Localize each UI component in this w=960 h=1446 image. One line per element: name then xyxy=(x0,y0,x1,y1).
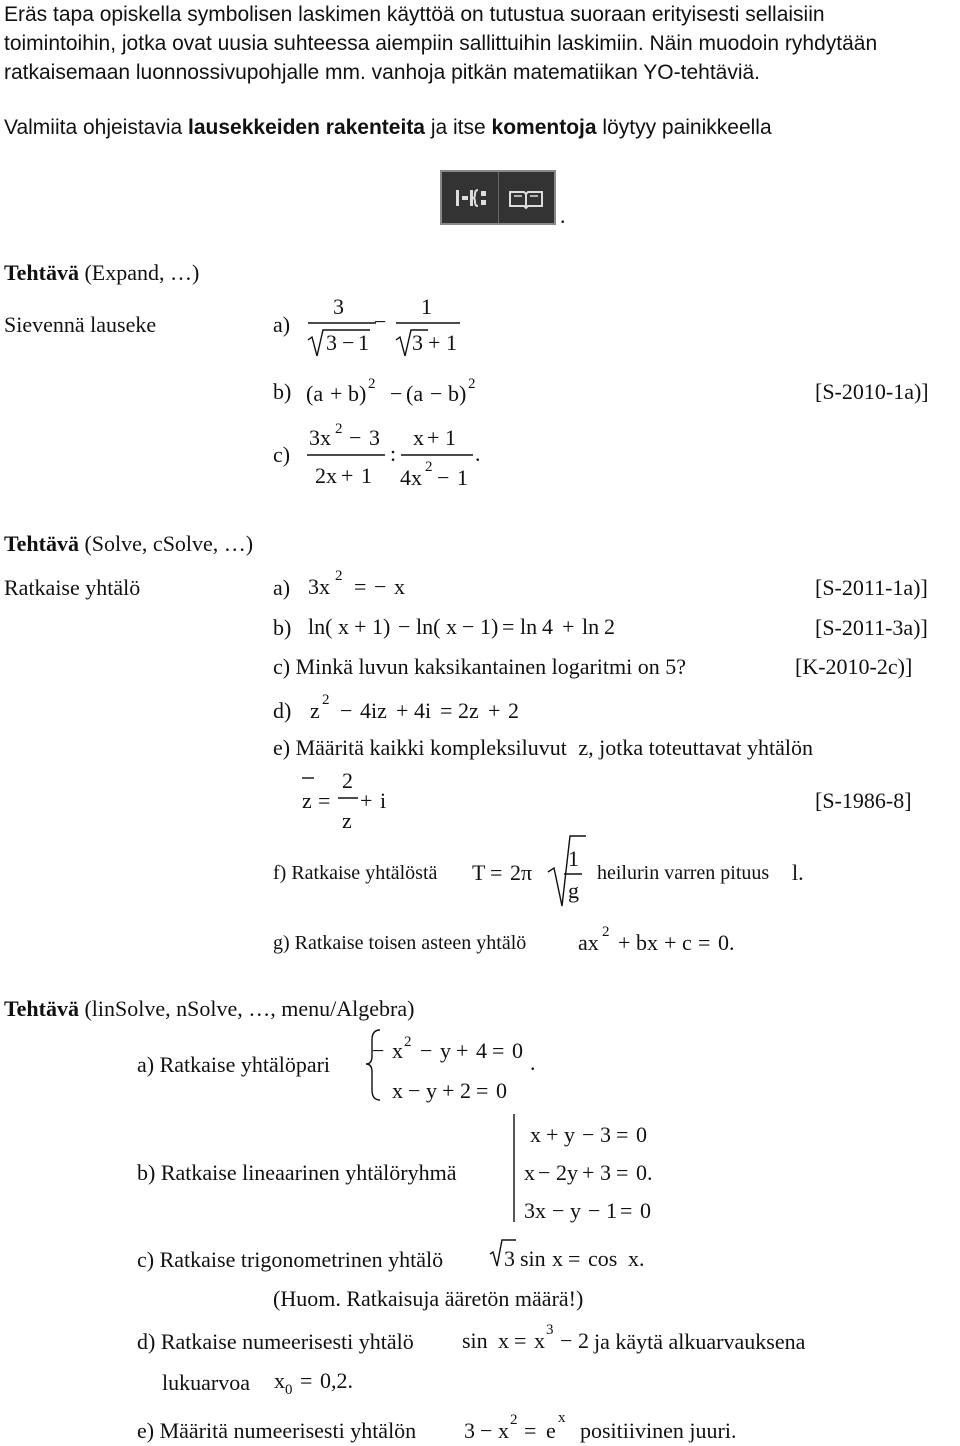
svg-text:1): 1) xyxy=(372,614,391,639)
svg-text:+: + xyxy=(442,1078,455,1103)
svg-text:1: 1 xyxy=(358,330,369,355)
svg-text:−: − xyxy=(462,614,475,639)
section2-f-post: heilurin varren pituus xyxy=(597,862,770,884)
expr-2b xyxy=(306,600,626,640)
svg-text:=: = xyxy=(300,1368,313,1393)
svg-text:(a: (a xyxy=(306,381,324,406)
template-icon xyxy=(450,184,490,212)
svg-text:3x: 3x xyxy=(309,425,331,450)
section2-ref-e: [S-1986-8] xyxy=(815,788,912,813)
expr-2g xyxy=(576,914,756,954)
svg-text:ln: ln xyxy=(582,614,600,639)
svg-text:−: − xyxy=(372,1038,385,1063)
svg-text:b): b) xyxy=(348,381,367,406)
expr-3e xyxy=(462,1402,582,1442)
svg-text:+: + xyxy=(546,1122,559,1147)
svg-text:z: z xyxy=(310,698,320,723)
svg-text:2: 2 xyxy=(510,1412,518,1428)
svg-text:2: 2 xyxy=(322,692,330,708)
svg-text:2: 2 xyxy=(335,421,343,437)
section3-d-text: d) Ratkaise numeerisesti yhtälö xyxy=(137,1329,414,1354)
expr-1a xyxy=(300,290,470,360)
svg-text:x: x xyxy=(498,1328,509,1353)
svg-text:3: 3 xyxy=(369,425,380,450)
svg-text:x: x xyxy=(413,425,424,450)
svg-text:y: y xyxy=(570,1198,581,1223)
svg-text:ln: ln xyxy=(520,614,538,639)
svg-text:3: 3 xyxy=(326,330,337,355)
svg-text:4i: 4i xyxy=(414,698,432,723)
section3-heading: Tehtävä (linSolve, nSolve, …, menu/Algebra) xyxy=(4,996,415,1021)
svg-text:1: 1 xyxy=(445,425,456,450)
svg-text:2π: 2π xyxy=(510,860,533,885)
svg-text:x: x xyxy=(534,1328,545,1353)
svg-text:−: − xyxy=(480,1418,493,1443)
svg-text:2: 2 xyxy=(602,924,610,940)
svg-text:3: 3 xyxy=(412,330,423,355)
svg-text:1: 1 xyxy=(606,1198,617,1223)
expr-2f-var xyxy=(790,858,830,888)
svg-text:4iz: 4iz xyxy=(360,698,387,723)
svg-text:2: 2 xyxy=(425,459,433,475)
svg-text:2: 2 xyxy=(468,376,476,392)
svg-text:+: + xyxy=(488,698,501,723)
svg-text:.: . xyxy=(475,441,481,466)
svg-text:=: = xyxy=(524,1418,537,1443)
svg-text:=: = xyxy=(698,930,711,955)
svg-text:3: 3 xyxy=(333,294,344,319)
section3-b-text: b) Ratkaise lineaarinen yhtälöryhmä xyxy=(137,1160,457,1185)
svg-text:=: = xyxy=(492,1038,505,1063)
svg-text:3: 3 xyxy=(600,1160,611,1185)
svg-text:+: + xyxy=(330,381,343,406)
svg-text:x.: x. xyxy=(628,1246,645,1271)
svg-text:2z: 2z xyxy=(458,698,479,723)
expr-2a xyxy=(306,560,426,600)
svg-text:(a: (a xyxy=(406,381,424,406)
svg-text:1: 1 xyxy=(361,463,372,488)
svg-text:i: i xyxy=(380,788,387,813)
svg-text:2y: 2y xyxy=(556,1160,578,1185)
svg-text:−: − xyxy=(349,425,362,450)
svg-text:3: 3 xyxy=(546,1322,554,1338)
svg-text:0: 0 xyxy=(512,1038,523,1063)
svg-text:2x: 2x xyxy=(315,463,337,488)
section2-prompt: Ratkaise yhtälö xyxy=(4,575,141,600)
svg-text:=: = xyxy=(616,1122,629,1147)
svg-text:3: 3 xyxy=(464,1418,475,1443)
svg-text:ln(: ln( xyxy=(308,614,333,639)
svg-text:=: = xyxy=(514,1328,527,1353)
expr-3d-x0 xyxy=(272,1352,382,1396)
intro-line-1: Eräs tapa opiskella symbolisen laskimen käyttöä on tutustua suoraan erityisesti sellaisiin xyxy=(4,3,825,26)
svg-text:+: + xyxy=(360,788,373,813)
svg-text:=: = xyxy=(568,1246,581,1271)
svg-text:4: 4 xyxy=(542,614,553,639)
svg-text:+: + xyxy=(341,463,354,488)
svg-text:1: 1 xyxy=(568,846,579,871)
section3-d-post: ja käytä alkuarvauksena xyxy=(594,1329,806,1354)
section2-heading: Tehtävä (Solve, cSolve, …) xyxy=(4,531,254,556)
svg-text:bx: bx xyxy=(636,930,658,955)
intro-line-3: ratkaisemaan luonnossivupohjalle mm. vanhoja pitkän matematiikan YO-tehtäviä. xyxy=(4,61,761,84)
section3-c-text: c) Ratkaise trigonometrinen yhtälö xyxy=(137,1247,444,1272)
svg-text:−: − xyxy=(588,1198,601,1223)
svg-text:0: 0 xyxy=(285,1382,293,1398)
svg-text:1: 1 xyxy=(446,330,457,355)
svg-text:x: x xyxy=(558,1410,566,1426)
svg-text:x: x xyxy=(498,1418,509,1443)
svg-text:+: + xyxy=(354,614,367,639)
svg-text:z: z xyxy=(342,808,352,833)
svg-text:−: − xyxy=(552,1198,565,1223)
svg-text:y: y xyxy=(426,1078,437,1103)
expr-2e xyxy=(300,762,410,832)
svg-text:+: + xyxy=(428,330,441,355)
svg-text:1: 1 xyxy=(421,294,432,319)
svg-text:=: = xyxy=(620,1198,633,1223)
svg-text:+: + xyxy=(456,1038,469,1063)
svg-text:y: y xyxy=(440,1038,451,1063)
svg-text:2: 2 xyxy=(604,614,615,639)
svg-text:0.: 0. xyxy=(718,930,735,955)
section2-ref-b: [S-2011-3a)] xyxy=(815,615,928,640)
svg-text:=: = xyxy=(318,788,331,813)
svg-text:x: x xyxy=(338,614,349,639)
svg-text:−: − xyxy=(390,381,403,406)
svg-text:sin: sin xyxy=(520,1246,546,1271)
svg-text:−: − xyxy=(430,381,443,406)
svg-text:.: . xyxy=(530,1050,536,1075)
svg-text:+: + xyxy=(582,1160,595,1185)
templates-button xyxy=(442,172,499,223)
section2-c-text: c) Minkä luvun kaksikantainen logaritmi on 5? xyxy=(273,654,687,679)
svg-text::: : xyxy=(390,441,397,466)
svg-text:+: + xyxy=(427,425,440,450)
svg-text:x: x xyxy=(392,1038,403,1063)
section3-d-line2: lukuarvoa xyxy=(162,1370,250,1395)
svg-text:+: + xyxy=(618,930,631,955)
svg-text:3: 3 xyxy=(504,1246,515,1271)
svg-text:ax: ax xyxy=(578,930,599,955)
intro-line-2: toimintoihin, jotka ovat uusia suhteessa aiempiin sallittuihin laskimiin. Näin muodoin ryhdytään xyxy=(4,32,878,55)
svg-text:=: = xyxy=(476,1078,489,1103)
svg-text:1: 1 xyxy=(457,465,468,490)
section1-c-label: c) xyxy=(273,442,291,467)
svg-text:3: 3 xyxy=(600,1122,611,1147)
svg-text:+: + xyxy=(664,930,677,955)
svg-text:−: − xyxy=(420,1038,433,1063)
svg-text:0: 0 xyxy=(496,1078,507,1103)
svg-text:z: z xyxy=(302,788,312,813)
section2-g-pre: g) Ratkaise toisen asteen yhtälö xyxy=(273,932,527,954)
svg-text:−: − xyxy=(582,1122,595,1147)
svg-text:2: 2 xyxy=(335,568,343,584)
section1-ref-b: [S-2010-1a)] xyxy=(815,379,929,404)
svg-text:2: 2 xyxy=(368,376,376,392)
section3-a-text: a) Ratkaise yhtälöpari xyxy=(137,1052,331,1077)
svg-text:T: T xyxy=(472,860,486,885)
expr-3a xyxy=(364,1028,544,1110)
svg-text:x: x xyxy=(524,1160,535,1185)
svg-text:=: = xyxy=(354,574,367,599)
svg-text:−: − xyxy=(437,465,450,490)
svg-text:3x: 3x xyxy=(524,1198,546,1223)
section1-a-label: a) xyxy=(273,312,291,337)
section3-e-text: e) Määritä numeerisesti yhtälön xyxy=(137,1418,417,1443)
svg-text:−: − xyxy=(374,309,387,334)
svg-text:−: − xyxy=(342,330,355,355)
svg-text:1): 1) xyxy=(480,614,499,639)
svg-text:2: 2 xyxy=(342,768,353,793)
section3-e-post: positiivinen juuri. xyxy=(580,1418,737,1443)
svg-text:−: − xyxy=(340,698,353,723)
expr-1c xyxy=(305,413,485,493)
svg-text:c: c xyxy=(682,930,692,955)
svg-text:cos: cos xyxy=(588,1246,618,1271)
svg-text:sin: sin xyxy=(462,1328,488,1353)
section1-b-label: b) xyxy=(273,379,292,404)
svg-text:0,2.: 0,2. xyxy=(320,1368,353,1393)
svg-text:l.: l. xyxy=(792,860,804,885)
svg-text:−: − xyxy=(374,574,387,599)
svg-text:g: g xyxy=(568,878,579,903)
svg-text:−: − xyxy=(560,1328,573,1353)
expr-3b xyxy=(508,1110,708,1228)
svg-text:x: x xyxy=(274,1368,285,1393)
svg-text:4x: 4x xyxy=(400,465,422,490)
svg-text:=: = xyxy=(490,860,503,885)
template-catalog-toolbar xyxy=(440,170,556,225)
svg-text:=: = xyxy=(502,614,515,639)
svg-text:b): b) xyxy=(448,381,467,406)
section2-ref-a: [S-2011-1a)] xyxy=(815,575,928,600)
svg-text:−: − xyxy=(538,1160,551,1185)
intro-line-4: Valmiita ohjeistavia lausekkeiden rakenteita ja itse komentoja löytyy painikkeella xyxy=(4,116,772,139)
expr-3d xyxy=(460,1312,600,1352)
svg-text:+: + xyxy=(396,698,409,723)
svg-text:=: = xyxy=(440,698,453,723)
svg-text:4: 4 xyxy=(476,1038,487,1063)
svg-text:3x: 3x xyxy=(308,574,330,599)
section1-heading: Tehtävä (Expand, …) xyxy=(4,260,200,285)
section2-b-label: b) xyxy=(273,615,292,640)
svg-text:=: = xyxy=(616,1160,629,1185)
catalog-book-icon xyxy=(506,184,546,212)
section2-a-label: a) xyxy=(273,575,291,600)
svg-text:2: 2 xyxy=(460,1078,471,1103)
svg-text:ln(: ln( xyxy=(416,614,441,639)
svg-text:+: + xyxy=(562,614,575,639)
svg-text:0: 0 xyxy=(636,1122,647,1147)
svg-text:x: x xyxy=(530,1122,541,1147)
svg-text:2: 2 xyxy=(404,1034,412,1050)
svg-text:0: 0 xyxy=(640,1198,651,1223)
expr-2d xyxy=(308,682,538,722)
svg-text:x: x xyxy=(552,1246,563,1271)
catalog-button xyxy=(499,172,555,223)
section2-e-text: e) Määritä kaikki kompleksiluvut z, jotka toteuttavat yhtälön xyxy=(273,735,813,760)
svg-text:2: 2 xyxy=(578,1328,589,1353)
svg-text:x: x xyxy=(446,614,457,639)
svg-text:−: − xyxy=(408,1078,421,1103)
section3-c-note: (Huom. Ratkaisuja ääretön määrä!) xyxy=(273,1286,584,1311)
section2-d-label: d) xyxy=(273,698,292,723)
svg-text:e: e xyxy=(546,1418,556,1443)
svg-text:0.: 0. xyxy=(636,1160,653,1185)
toolbar-period: . xyxy=(560,203,566,228)
section2-f-pre: f) Ratkaise yhtälöstä xyxy=(273,862,438,884)
svg-text:x: x xyxy=(392,1078,403,1103)
svg-text:−: − xyxy=(398,614,411,639)
expr-2f xyxy=(470,832,600,912)
section2-ref-c: [K-2010-2c)] xyxy=(795,654,913,679)
expr-3c xyxy=(488,1236,688,1272)
svg-text:y: y xyxy=(564,1122,575,1147)
svg-text:2: 2 xyxy=(508,698,519,723)
section1-prompt: Sievennä lauseke xyxy=(4,312,157,337)
svg-text:x: x xyxy=(394,574,405,599)
expr-1b xyxy=(304,366,504,406)
